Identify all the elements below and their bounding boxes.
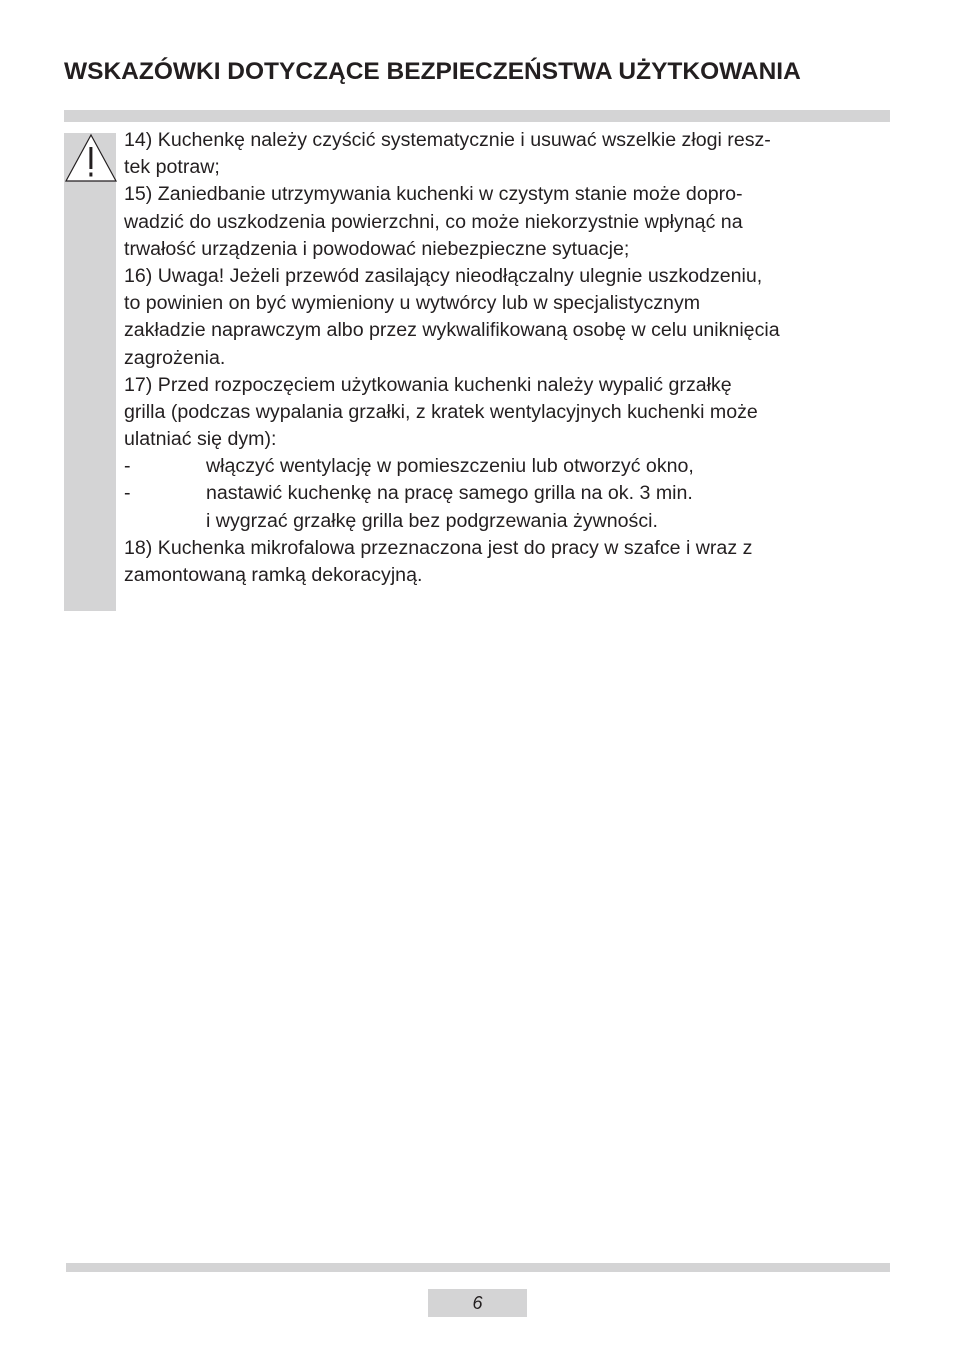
list-item-continuation: i wygrzać grzałkę grilla bez podgrzewania żywności. [206,509,658,532]
warning-sidebar [64,133,116,611]
item-17-line-1: 17) Przed rozpoczęciem użytkowania kuchenki należy wypalić grzałkę [124,373,732,396]
item-16-line-4: zagrożenia. [124,346,226,369]
warning-triangle-icon [64,133,118,183]
list-item [124,480,894,507]
footer-divider [66,1263,890,1272]
item-16-line-2: to powinien on być wymieniony u wytwórcy lub w specjalistycznym [124,292,701,315]
item-15-line-2: wadzić do uszkodzenia powierzchni, co może niekorzystnie wpłynąć na [124,210,743,233]
item-18-line-1: 18) Kuchenka mikrofalowa przeznaczona jest do pracy w szafce i wraz z [124,536,753,559]
item-14-line-2: tek potraw; [124,156,220,179]
list-dash: - [124,455,131,478]
item-16-line-1: 16) Uwaga! Jeżeli przewód zasilający nieodłączalny ulegnie uszkodzeniu, [124,264,763,287]
list-item-text: włączyć wentylację w pomieszczeniu lub otworzyć okno, [206,455,694,478]
item-14-line-1: 14) Kuchenkę należy czyścić systematycznie i usuwać wszelkie złogi resz- [124,129,771,151]
item-17-line-3: ulatniać się dym): [124,428,277,451]
page-title: WSKAZÓWKI DOTYCZĄCE BEZPIECZEŃSTWA UŻYTKOWANIA [64,58,801,85]
item-16-line-3: zakładzie naprawczym albo przez wykwalifikowaną osobę w celu uniknięcia [124,319,780,342]
title-divider [64,110,890,122]
item-17-line-2: grilla (podczas wypalania grzałki, z kratek wentylacyjnych kuchenki może [124,400,758,423]
list-item-text: nastawić kuchenkę na pracę samego grilla na ok. 3 min. [206,482,693,505]
item-15-line-1: 15) Zaniedbanie utrzymywania kuchenki w czystym stanie może dopro- [124,183,743,206]
item-15-line-3: trwałość urządzenia i powodować niebezpieczne sytuacje; [124,237,630,260]
list-dash: - [124,482,131,505]
page-number: 6 [428,1289,527,1317]
item-18-line-2: zamontowaną ramką dekoracyjną. [124,564,423,586]
safety-instructions [124,127,894,589]
list-item [124,453,894,480]
